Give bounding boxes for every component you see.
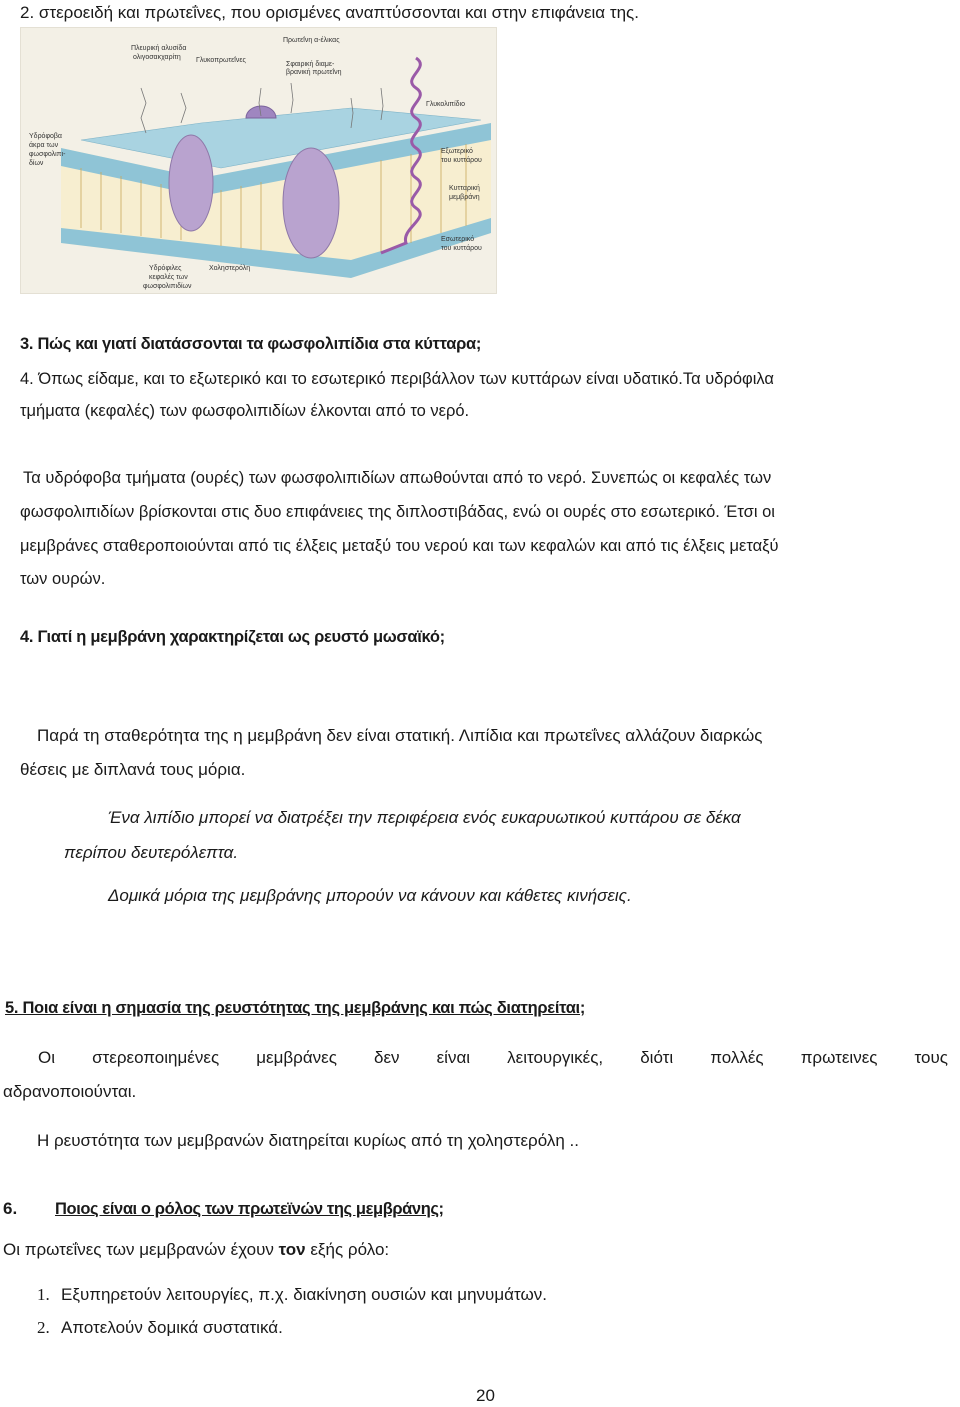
q5-word: πρωτεινες [800,1048,878,1067]
q5-word: στερεοποιημένες [92,1048,220,1067]
label-ydrofoba-1: Υδρόφοβα [29,133,62,140]
list-item-text: Αποτελούν δομικά συστατικά. [61,1318,283,1337]
q4-p3: Δομικά μόρια της μεμβράνης μπορούν να κάνουν και κάθετες κινήσεις. [108,886,632,905]
list-item [37,1284,547,1306]
label-ydrofiles-1: Υδρόφιλες [149,265,182,272]
q5-word: πολλές [710,1048,764,1067]
q4-heading: 4. Γιατί η μεμβράνη χαρακτηρίζεται ως ρευστό μωσαϊκό; [20,628,445,646]
q6-heading: Ποιος είναι ο ρόλος των πρωτεϊνών της μεμβράνης; [55,1200,444,1218]
list-item-number: 2. [37,1318,50,1337]
q3-p1-line2: τμήματα (κεφαλές) των φωσφολιπιδίων έλκονται από το νερό. [20,402,470,420]
q3-p2-line4: των ουρών. [20,570,106,588]
q3-p2-line1: Τα υδρόφοβα τμήματα (ουρές) των φωσφολιπιδίων απωθούνται από το νερό. Συνεπώς οι κεφαλές των [23,469,772,487]
q5-word: λειτουργικές, [507,1048,604,1067]
membrane-figure [20,27,497,294]
top-line: 2. στεροειδή και πρωτεΐνες, που ορισμένες αναπτύσσονται και στην επιφάνεια της. [20,3,639,22]
label-ydrofiles-2: κεφαλές των [149,274,188,281]
q3-p2-line2: φωσφολιπιδίων βρίσκονται στις δυο επιφάνειες της διπλοστιβάδας, ενώ οι ουρές στο εσωτερικό. Έτσι οι [20,503,775,521]
q3-p1-line1: 4. Όπως είδαμε, και το εξωτερικό και το εσωτερικό περιβάλλον των κυττάρων είναι υδατικό.Τα υδρόφιλα [20,370,774,388]
q3-heading: 3. Πώς και γιατί διατάσσονται τα φωσφολιπίδια στα κύτταρα; [20,335,482,353]
label-eso-1: Εσωτερικό [441,236,475,243]
label-ydrofoba-4: δίων [29,160,44,167]
label-pleuriki: Πλευρική αλυσίδα [131,45,187,52]
label-exo-2: του κυττάρου [441,157,482,164]
list-item-number: 1. [37,1285,50,1304]
q5-p2: Η ρευστότητα των μεμβρανών διατηρείται κυρίως από τη χοληστερόλη .. [37,1131,579,1150]
q5-word: μεμβράνες [256,1048,337,1067]
label-ydrofiles-3: φωσφολιπιδίων [143,283,192,290]
list-item-text: Εξυπηρετούν λειτουργίες, π.χ. διακίνηση ουσιών και μηνυμάτων. [61,1285,547,1304]
q5-word: δεν [373,1048,400,1067]
q4-p1-line2: θέσεις με διπλανά τους μόρια. [20,760,246,779]
q5-word: είναι [436,1048,471,1067]
membrane-diagram [21,28,496,293]
q6-intro-pre: Οι πρωτεΐνες των μεμβρανών έχουν [3,1240,279,1259]
q5-p1-line1 [38,1047,948,1069]
page-number: 20 [476,1386,495,1405]
label-sfairiki-2: βρανική πρωτεΐνη [286,69,342,76]
q6-number: 6. [3,1199,18,1218]
q6-intro-post: εξής ρόλο: [305,1240,390,1259]
label-sfairiki-1: Σφαιρική διαμε- [286,61,335,68]
label-xolist: Χοληστερόλη [209,265,251,272]
label-kyttariki-1: Κυτταρική [449,185,480,192]
q6-intro-bold: τον [278,1240,306,1259]
label-eso-2: του κυττάρου [441,245,482,252]
q4-p2-line2: περίπου δευτερόλεπτα. [64,843,239,862]
q5-p1-line2: αδρανοποιούνται. [3,1082,137,1101]
q5-word: Οι [38,1048,55,1067]
label-glykolip: Γλυκολιπίδιο [426,101,465,108]
list-item [37,1317,283,1339]
q4-p2-line1: Ένα λιπίδιο μπορεί να διατρέξει την περιφέρεια ενός ευκαρυωτικού κυττάρου σε δέκα [108,808,741,827]
label-glykoprot: Γλυκοπρωτεΐνες [196,57,246,64]
label-ydrofoba-2: άκρα των [29,142,59,149]
q5-word: διότι [640,1048,674,1067]
label-oligosakx: ολιγοσακχαρίτη [133,54,181,61]
label-alpha: Πρωτεΐνη α-έλικας [283,37,340,44]
q4-p1-line1: Παρά τη σταθερότητα της η μεμβράνη δεν είναι στατική. Λιπίδια και πρωτεΐνες αλλάζουν διαρκώς [37,726,763,745]
label-exo-1: Εξωτερικό [441,148,473,155]
label-kyttariki-2: μεμβράνη [449,194,480,201]
label-ydrofoba-3: φωσφολιπι- [29,151,66,158]
q3-p2-line3: μεμβράνες σταθεροποιούνται από τις έλξεις μεταξύ του νερού και των κεφαλών και από τις έλξεις μεταξύ [20,537,779,555]
q6-intro [3,1239,389,1261]
q5-heading: 5. Ποια είναι η σημασία της ρευστότητας της μεμβράνης και πώς διατηρείται; [5,999,586,1017]
q5-word: τους [914,1048,948,1067]
